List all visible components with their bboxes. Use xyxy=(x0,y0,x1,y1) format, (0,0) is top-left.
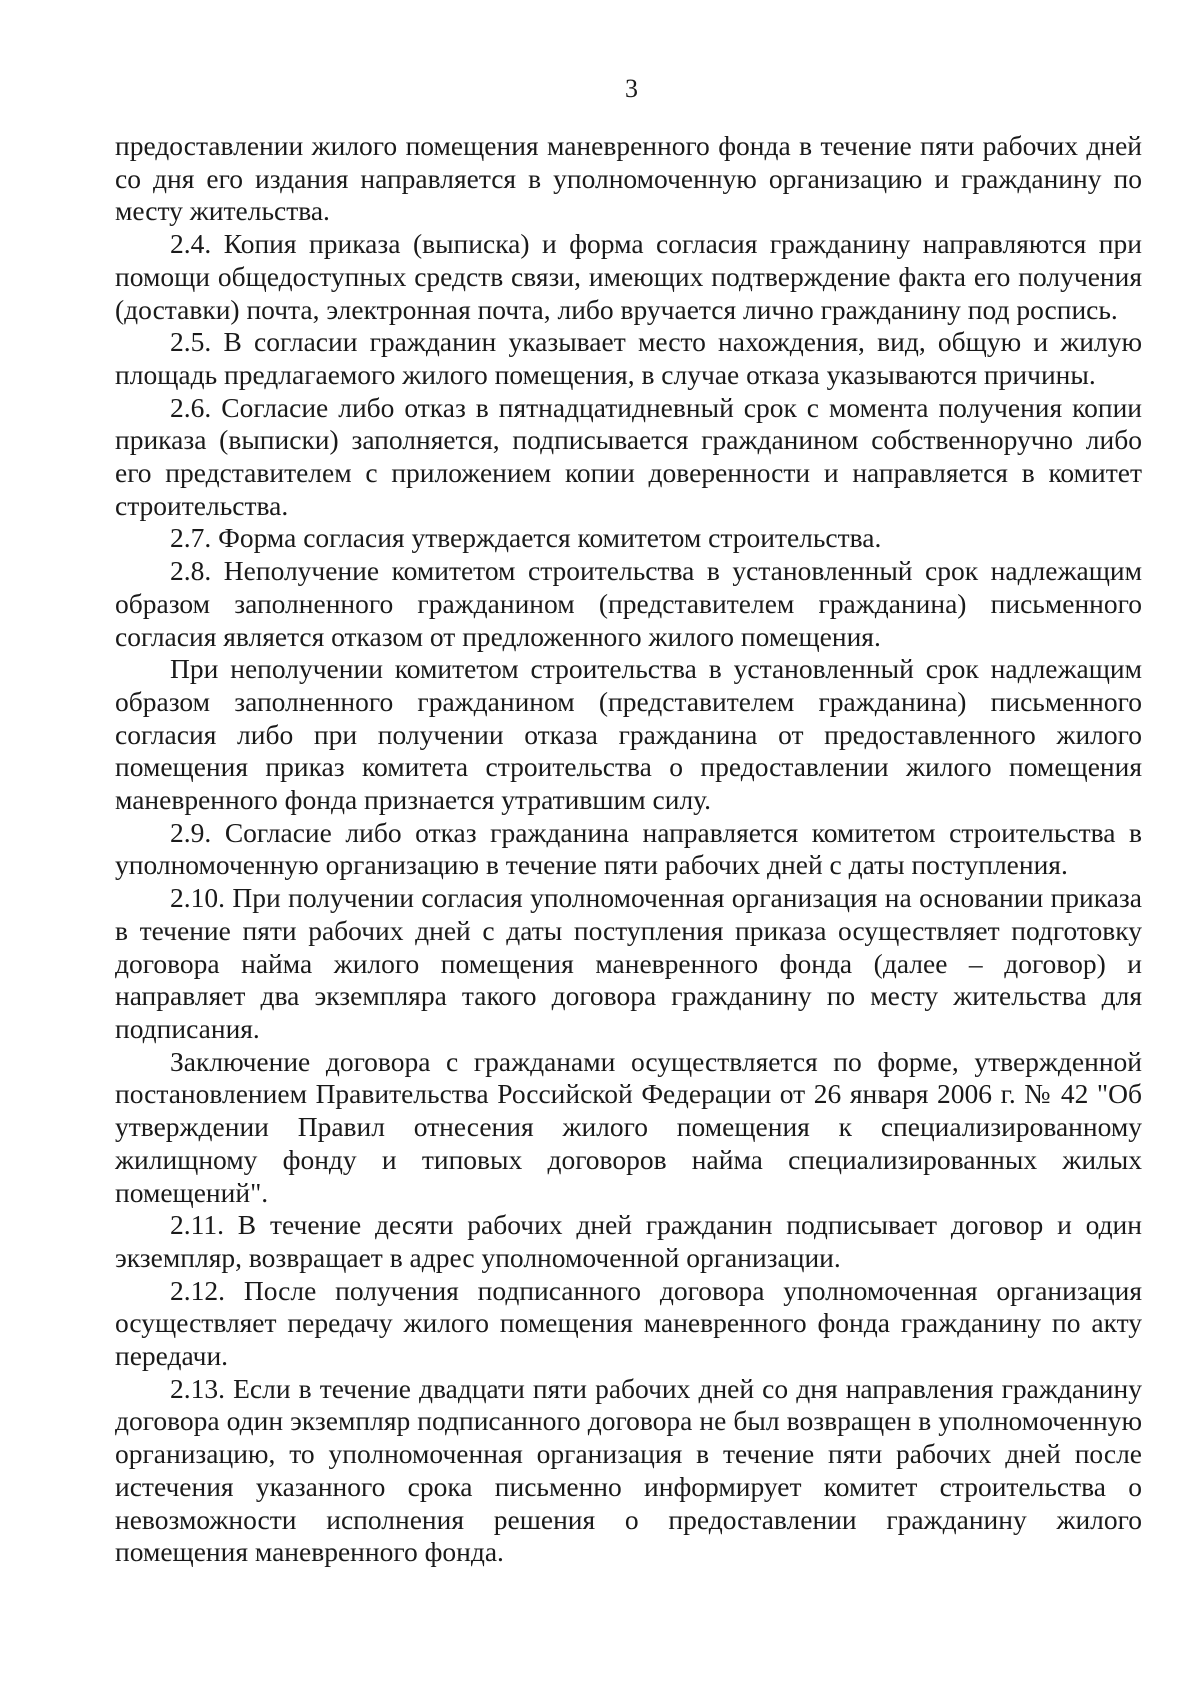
page-number: 3 xyxy=(625,74,638,103)
paragraph-2-9: 2.9. Согласие либо отказ гражданина направляется комитетом строительства в уполномоченную организацию в течение пяти рабочих дней с даты поступления. xyxy=(115,816,1142,881)
paragraph-2-8-continued: При неполучении комитетом строительства в установленный срок надлежащим образом заполненного гражданином (представителем гражданина) письменного согласия либо при получении отказа гражданина от предоставленного жилого помещения приказ комитета строительства о предоставлении жилого помещения маневренного фонда признается утратившим силу. xyxy=(115,653,1142,816)
paragraph-2-7: 2.7. Форма согласия утверждается комитетом строительства. xyxy=(170,522,882,554)
paragraph-2-10: 2.10. При получении согласия уполномоченная организация на основании приказа в течение пяти рабочих дней с даты поступления приказа осуществляет подготовку договора найма жилого помещения маневренного фонда (далее – договор) и направляет два экземпляра такого договора гражданину по месту жительства для подписания. xyxy=(115,882,1142,1044)
paragraph-2-13: 2.13. Если в течение двадцати пяти рабочих дней со дня направления гражданину договора один экземпляр подписанного договора не был возвращен в уполномоченную организацию, то уполномоченная организация в течение пяти рабочих дней после истечения указанного срока письменно информирует комитет строительства о невозможности исполнения решения о предоставлении гражданину жилого помещения маневренного фонда. xyxy=(115,1372,1142,1568)
document-body xyxy=(115,130,1142,1569)
paragraph-2-8: 2.8. Неполучение комитетом строительства в установленный срок надлежащим образом заполненного гражданином (представителем гражданина) письменного согласия является отказом от предложенного жилого помещения. xyxy=(115,555,1142,652)
paragraph-2-10-continued: Заключение договора с гражданами осуществляется по форме, утвержденной постановлением Правительства Российской Федерации от 26 января 2006 г. № 42 "Об утверждении Правил отнесения жилого помещения к специализированному жилищному фонду и типовых договоров найма специализированных жилых помещений". xyxy=(115,1045,1142,1208)
paragraph-2-6: 2.6. Согласие либо отказ в пятнадцатидневный срок с момента получения копии приказа (выписки) заполняется, подписывается гражданином собственноручно либо его представителем с приложением копии доверенности и направляется в комитет строительства. xyxy=(115,391,1142,521)
paragraph-2-12: 2.12. После получения подписанного договора уполномоченная организация осуществляет передачу жилого помещения маневренного фонда гражданину по акту передачи. xyxy=(115,1274,1142,1372)
paragraph-2-4: 2.4. Копия приказа (выписка) и форма согласия гражданину направляются при помощи общедоступных средств связи, имеющих подтверждение факта его получения (доставки) почта, электронная почта, либо вручается лично гражданину под роспись. xyxy=(115,228,1142,325)
paragraph-continuation: предоставлении жилого помещения маневренного фонда в течение пяти рабочих дней со дня его издания направляется в уполномоченную организацию и гражданину по месту жительства. xyxy=(115,130,1142,227)
paragraph-2-11: 2.11. В течение десяти рабочих дней гражданин подписывает договор и один экземпляр, возвращает в адрес уполномоченной организации. xyxy=(115,1209,1142,1273)
paragraph-2-5: 2.5. В согласии гражданин указывает место нахождения, вид, общую и жилую площадь предлагаемого жилого помещения, в случае отказа указываются причины. xyxy=(115,326,1142,390)
